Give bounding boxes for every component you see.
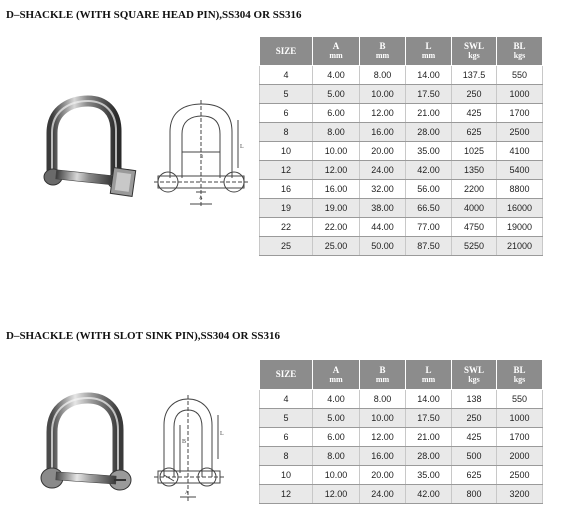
table-row [260, 447, 543, 466]
table-cell: 138 [452, 390, 497, 409]
table-cell: 35.00 [406, 142, 452, 161]
column-header-name: B [379, 364, 386, 375]
table-cell: 1025 [452, 142, 497, 161]
column-header-name: SIZE [275, 369, 297, 379]
table-row [260, 466, 543, 485]
table-row [260, 161, 543, 180]
table-cell: 38.00 [360, 199, 406, 218]
column-header-unit: kgs [468, 51, 480, 60]
column-header [497, 360, 543, 390]
table-cell: 4 [260, 66, 313, 85]
table-cell: 25 [260, 237, 313, 256]
shackle-square-pin-drawing [150, 100, 260, 215]
table-cell: 625 [452, 466, 497, 485]
table-cell: 1000 [497, 409, 543, 428]
section1-title: D–SHACKLE (WITH SQUARE HEAD PIN),SS304 OR SS316 [6, 9, 302, 21]
table-cell: 8.00 [360, 66, 406, 85]
column-header [260, 360, 313, 390]
table-cell: 12.00 [360, 428, 406, 447]
table-cell: 250 [452, 409, 497, 428]
table-cell: 1700 [497, 104, 543, 123]
table-cell: 22 [260, 218, 313, 237]
column-header-unit: mm [375, 51, 390, 60]
column-header [452, 37, 497, 66]
table-cell: 19000 [497, 218, 543, 237]
table-cell: 2200 [452, 180, 497, 199]
table-row [260, 66, 543, 85]
column-header [313, 37, 360, 66]
table-cell: 2000 [497, 447, 543, 466]
table-cell: 21000 [497, 237, 543, 256]
column-header-unit: mm [329, 374, 343, 384]
table-cell: 19 [260, 199, 313, 218]
table-cell: 16.00 [360, 123, 406, 142]
table-cell: 6.00 [313, 104, 360, 123]
table-cell: 6 [260, 104, 313, 123]
table-cell: 550 [497, 66, 543, 85]
table-cell: 250 [452, 85, 497, 104]
column-header-unit: mm [329, 51, 343, 60]
table-cell: 24.00 [360, 485, 406, 504]
table-cell: 17.50 [406, 85, 452, 104]
table-cell: 3200 [497, 485, 543, 504]
table-header-row [260, 37, 543, 66]
table-cell: 625 [452, 123, 497, 142]
column-header [360, 360, 406, 390]
table-cell: 4 [260, 390, 313, 409]
table-cell: 137.5 [452, 66, 497, 85]
table-cell: 5250 [452, 237, 497, 256]
column-header [497, 37, 543, 66]
table-cell: 8800 [497, 180, 543, 199]
table-cell: 77.00 [406, 218, 452, 237]
column-header-name: BL [513, 41, 526, 51]
table-cell: 5 [260, 409, 313, 428]
column-header-name: SWL [463, 364, 484, 375]
column-header-name: L [425, 41, 432, 51]
shackle-square-pin-photo [38, 95, 138, 210]
table-cell: 44.00 [360, 218, 406, 237]
column-header [313, 360, 360, 390]
table-row [260, 409, 543, 428]
table-cell: 8 [260, 123, 313, 142]
column-header [406, 37, 452, 66]
table-cell: 16.00 [313, 180, 360, 199]
column-header-name: SIZE [275, 45, 297, 56]
table-cell: 66.50 [406, 199, 452, 218]
column-header-name: B [379, 41, 386, 51]
table-cell: 8 [260, 447, 313, 466]
table-row [260, 390, 543, 409]
table-cell: 8.00 [313, 447, 360, 466]
table-cell: 425 [452, 428, 497, 447]
table-cell: 32.00 [360, 180, 406, 199]
column-header-unit: kgs [513, 374, 526, 384]
table-cell: 5.00 [313, 85, 360, 104]
table-cell: 56.00 [406, 180, 452, 199]
table-cell: 1000 [497, 85, 543, 104]
table-cell: 21.00 [406, 104, 452, 123]
table-row [260, 85, 543, 104]
table-cell: 10 [260, 142, 313, 161]
column-header [360, 37, 406, 66]
table-row [260, 428, 543, 447]
column-header-name: A [332, 41, 340, 51]
table-cell: 42.00 [406, 485, 452, 504]
table-cell: 25.00 [313, 237, 360, 256]
table-row [260, 104, 543, 123]
dim-a-label: A [199, 196, 203, 201]
table-cell: 10.00 [360, 409, 406, 428]
table-cell: 50.00 [360, 237, 406, 256]
spec-table-square-pin [259, 36, 543, 256]
column-header-name: A [332, 364, 340, 375]
table-row [260, 142, 543, 161]
column-header [452, 360, 497, 390]
table-cell: 20.00 [360, 142, 406, 161]
table-cell: 800 [452, 485, 497, 504]
column-header-unit: mm [421, 374, 436, 384]
dim-l-label: L [240, 144, 244, 150]
table-cell: 16 [260, 180, 313, 199]
table-cell: 16.00 [360, 447, 406, 466]
spec-table-slot-pin [259, 359, 543, 504]
table-cell: 24.00 [360, 161, 406, 180]
table-cell: 5400 [497, 161, 543, 180]
table-cell: 4100 [497, 142, 543, 161]
dim-b-label-2: B [182, 439, 187, 445]
table-cell: 22.00 [313, 218, 360, 237]
table-cell: 42.00 [406, 161, 452, 180]
shackle-slot-pin-drawing [150, 395, 230, 510]
table-cell: 12 [260, 485, 313, 504]
table-row [260, 485, 543, 504]
table-cell: 5 [260, 85, 313, 104]
table-cell: 2500 [497, 466, 543, 485]
table-cell: 10.00 [360, 85, 406, 104]
table-cell: 28.00 [406, 123, 452, 142]
table-cell: 6.00 [313, 428, 360, 447]
table-cell: 87.50 [406, 237, 452, 256]
table-row [260, 237, 543, 256]
column-header-unit: kgs [513, 51, 526, 60]
table-cell: 28.00 [406, 447, 452, 466]
table-cell: 10.00 [313, 466, 360, 485]
dim-a-label-2: A [185, 491, 189, 496]
table-cell: 5.00 [313, 409, 360, 428]
table-cell: 17.50 [406, 409, 452, 428]
dim-l-label-2: L [220, 431, 224, 437]
table-header-row [260, 360, 543, 390]
table-cell: 8.00 [313, 123, 360, 142]
column-header [406, 360, 452, 390]
table-cell: 12.00 [313, 161, 360, 180]
table-cell: 16000 [497, 199, 543, 218]
section2-title: D–SHACKLE (WITH SLOT SINK PIN),SS304 OR SS316 [6, 330, 280, 342]
table-cell: 4750 [452, 218, 497, 237]
table-cell: 14.00 [406, 66, 452, 85]
table-cell: 4.00 [313, 66, 360, 85]
table-cell: 12.00 [313, 485, 360, 504]
table-cell: 20.00 [360, 466, 406, 485]
table-cell: 500 [452, 447, 497, 466]
table-row [260, 218, 543, 237]
dim-b-label: B [200, 155, 204, 160]
table-cell: 4000 [452, 199, 497, 218]
table-cell: 6 [260, 428, 313, 447]
table-cell: 12.00 [360, 104, 406, 123]
column-header-name: L [425, 364, 432, 375]
table-cell: 12 [260, 161, 313, 180]
table-cell: 550 [497, 390, 543, 409]
column-header-name: SWL [463, 41, 484, 51]
column-header-unit: kgs [468, 374, 480, 384]
column-header-name: BL [513, 364, 526, 375]
column-header [260, 37, 313, 66]
table-cell: 425 [452, 104, 497, 123]
table-cell: 2500 [497, 123, 543, 142]
column-header-unit: mm [421, 51, 436, 60]
table-cell: 14.00 [406, 390, 452, 409]
table-row [260, 180, 543, 199]
table-row [260, 123, 543, 142]
table-row [260, 199, 543, 218]
column-header-unit: mm [375, 374, 390, 384]
table-cell: 4.00 [313, 390, 360, 409]
shackle-slot-pin-photo [36, 392, 136, 507]
table-cell: 10.00 [313, 142, 360, 161]
table-cell: 35.00 [406, 466, 452, 485]
table-cell: 21.00 [406, 428, 452, 447]
table-cell: 19.00 [313, 199, 360, 218]
table-cell: 1350 [452, 161, 497, 180]
table-cell: 10 [260, 466, 313, 485]
table-cell: 8.00 [360, 390, 406, 409]
table-cell: 1700 [497, 428, 543, 447]
